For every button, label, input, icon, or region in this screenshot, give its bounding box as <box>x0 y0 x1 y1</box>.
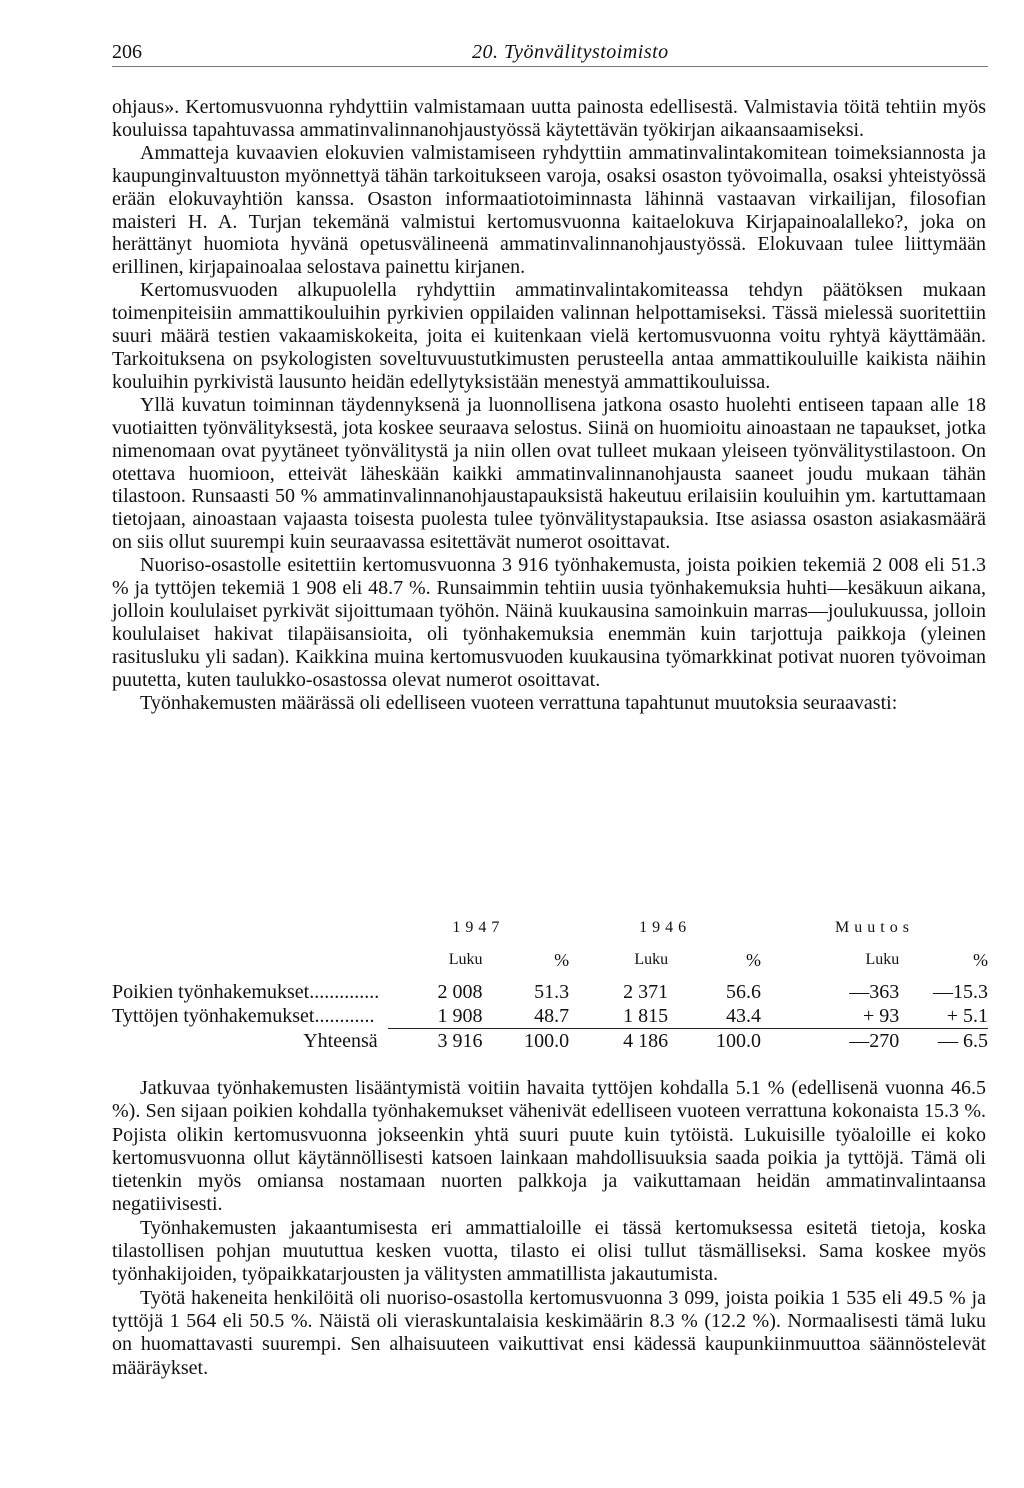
table-cell: 48.7 <box>534 1005 570 1027</box>
paragraph: Työnhakemusten määrässä oli edelliseen vuoteen verrattuna tapahtunut muutoksia seuraavasti: <box>140 691 898 714</box>
table-cell: 43.4 <box>726 1005 761 1027</box>
table-cell: 2 371 <box>623 981 669 1003</box>
running-title: 20. Työnvälitystoimisto <box>472 41 669 63</box>
paragraph: Työtä hakeneita henkilöitä oli nuoriso-osastolla kertomusvuonna 3 099, joista poikia 1 535 eli 49.5 % ja tyttöjä 1 564 eli 50.5 %. Näistä oli vieraskuntalaisia keskimäärin 8.3 % (12.2 %). Normaalisesti tämä luku on huomattavasti suurempi. Sen alhaisuuteen vaikuttivat ensi kädessä kaupunkiinmuuttoa säännöstelevät määräykset. <box>112 1286 986 1379</box>
paragraph: Yllä kuvatun toiminnan täydennyksenä ja luonnollisena jatkona osasto huolehti entiseen tapaan alle 18 vuotiaitten työnvälityksestä, jota koskee seuraava selostus. Siinä on huomioitu ainoastaan ne tapaukset, jotka nimenomaan ovat pyytäneet työnvälitystä ja niin ollen ovat tulleet mukaan yleiseen työnvälitystilastoon. On otettava huomioon, etteivät läheskään kaikki ammatinvalinnanohjausta saaneet joudu mukaan tähän tilastoon. Runsaasti 50 % ammatinvalinnanohjaustapauksistä hakeutuu erilaisiin kouluihin ym. kartuttamaan tietojaan, ainoastaan vajaasta toisesta puolesta tulee työnvälitystapauksia. Itse asiassa osaston asiakasmäärä on siis ollut suurempi kuin seuraavassa esitettävät numerot osoittavat. <box>112 393 986 554</box>
column-header: % <box>973 950 988 970</box>
column-header: % <box>746 950 761 970</box>
column-header: Luku <box>634 951 669 968</box>
table-cell: 56.6 <box>726 981 761 1003</box>
page-number: 206 <box>112 41 142 63</box>
table-row <box>112 980 988 1004</box>
row-label: Poikien työnhakemukset.............. <box>112 981 380 1003</box>
table-row <box>112 1004 988 1029</box>
applications-table <box>112 916 988 1053</box>
paragraph: Ammatteja kuvaavien elokuvien valmistamiseen ryhdyttiin ammatinvalintakomitean toimeksiannosta ja kaupunginvaltuuston myönnettyä tähän tarkoitukseen varoja, osaksi osaston työvoimalla, osaksi yhteistyössä erään elokuvayhtiön kanssa. Osaston informaatiotoiminnasta lähinnä vastaavan virkailijan, filosofian maisteri H. A. Turjan tekemänä valmistui kertomusvuonna kaitaelokuva Kirjapainoalalleko?, joka on herättänyt huomiota hyvänä opetusvälineenä ammatinvalinnanohjaustyössä. Elokuvaan tulee liittymään erillinen, kirjapainoalaa selostava painettu kirjanen. <box>112 141 986 279</box>
table-total-row <box>112 1029 988 1054</box>
table-cell: 51.3 <box>534 981 570 1003</box>
year-header: 1946 <box>639 919 692 936</box>
body-text-top <box>112 96 986 714</box>
row-label: Tyttöjen työnhakemukset............ <box>112 1005 375 1028</box>
table-cell: —15.3 <box>933 981 988 1003</box>
column-header: Luku <box>865 951 900 968</box>
table-cell: 4 186 <box>569 1029 668 1054</box>
year-header: Muutos <box>835 919 914 936</box>
column-header: % <box>554 950 570 970</box>
table-cell: 2 008 <box>437 981 483 1003</box>
paragraph: ohjaus». Kertomusvuonna ryhdyttiin valmistamaan uutta painosta edellisestä. Valmistavia töitä tehtiin myös kouluissa tapahtuvassa ammatinvalinnanohjaustyössä käytettävän työkirjan aikaansaamiseksi. <box>112 96 986 141</box>
paragraph: Nuoriso-osastolle esitettiin kertomusvuonna 3 916 työnhakemusta, joista poikien tekemiä 2 008 eli 51.3 % ja tyttöjen tekemiä 1 908 eli 48.7 %. Runsaimmin tehtiin uusia työnhakemuksia huhti—kesäkuun aikana, jolloin koululaiset pyrkivät sijoittumaan työhön. Näinä kuukausina samoinkuin marras—joulukuussa, jolloin koululaiset hakivat tilapäisansioita, oli työnhakemuksia enemmän kuin tarjottuja paikkoja (yleinen rasitusluku yli sadan). Kaikkina muina kertomusvuoden kuukausina työmarkkinat potivat nuoren työvoiman puutetta, kuten taulukko-osastossa olevat numerot osoittavat. <box>112 554 986 691</box>
table-cell: — 6.5 <box>899 1029 988 1054</box>
total-label: Yhteensä <box>303 1029 378 1052</box>
table-cell: 100.0 <box>483 1029 570 1054</box>
year-header: 1947 <box>452 919 505 936</box>
body-text-bottom <box>112 1077 986 1380</box>
table-cell: 100.0 <box>668 1029 761 1054</box>
table-cell: 1 908 <box>437 1005 483 1027</box>
table-cell: 3 916 <box>388 1029 483 1054</box>
paragraph: Kertomusvuoden alkupuolella ryhdyttiin ammatinvalintakomiteassa tehdyn päätöksen mukaan toimenpiteisiin ammattikouluihin pyrkivien oppilaiden valinnan helpottamiseksi. Tässä mielessä suoritettiin suuri määrä testien vakaamiskokeita, joita ei kuitenkaan vielä kertomusvuonna voitu ryhtyä käyttämään. Tarkoituksena on psykologisten soveltuvuustutkimusten perusteella antaa ammattikouluille kaikista näihin kouluihin pyrkivistä lausunto heidän edellytyksistään menestyä ammattikouluissa. <box>112 279 986 393</box>
column-header: Luku <box>448 951 483 968</box>
paragraph: Jatkuvaa työnhakemusten lisääntymistä voitiin havaita tyttöjen kohdalla 5.1 % (edellisenä vuonna 46.5 %). Sen sijaan poikien kohdalla työnhakemukset vähenivät edelliseen vuoteen verrattuna kokonaista 15.3 %. Pojista olikin kertomusvuonna jokseenkin yhtä suuri puute kuin tytöistä. Lukuisille työaloille ei koko kertomusvuonna ollut käytännöllisesti katsoen lainkaan mahdollisuuksia saada poikia ja tyttöjä. Tämä oli tietenkin myös omiansa nostamaan nuorten palkkoja ja vaikuttamaan heidän ammatinvalintaansa negatiivisesti. <box>112 1077 986 1216</box>
table-cell: + 93 <box>862 1005 900 1027</box>
table-cell: 1 815 <box>623 1005 669 1027</box>
table-year-header-row <box>112 916 988 940</box>
header-rule <box>112 66 988 67</box>
paragraph: Työnhakemusten jakaantumisesta eri ammattialoille ei tässä kertomuksessa esitetä tietoja, koska tilastollisen pohjan muututtua kesken vuotta, tilasto ei olisi tullut täsmälliseksi. Sama koskee myös työnhakijoiden, työpaikkatarjousten ja välitysten ammatillista jakautumista. <box>112 1216 986 1286</box>
table-cell: —363 <box>849 981 900 1003</box>
table-cell: —270 <box>761 1029 899 1054</box>
table-subheader-row <box>112 940 988 980</box>
table-cell: + 5.1 <box>946 1005 988 1027</box>
